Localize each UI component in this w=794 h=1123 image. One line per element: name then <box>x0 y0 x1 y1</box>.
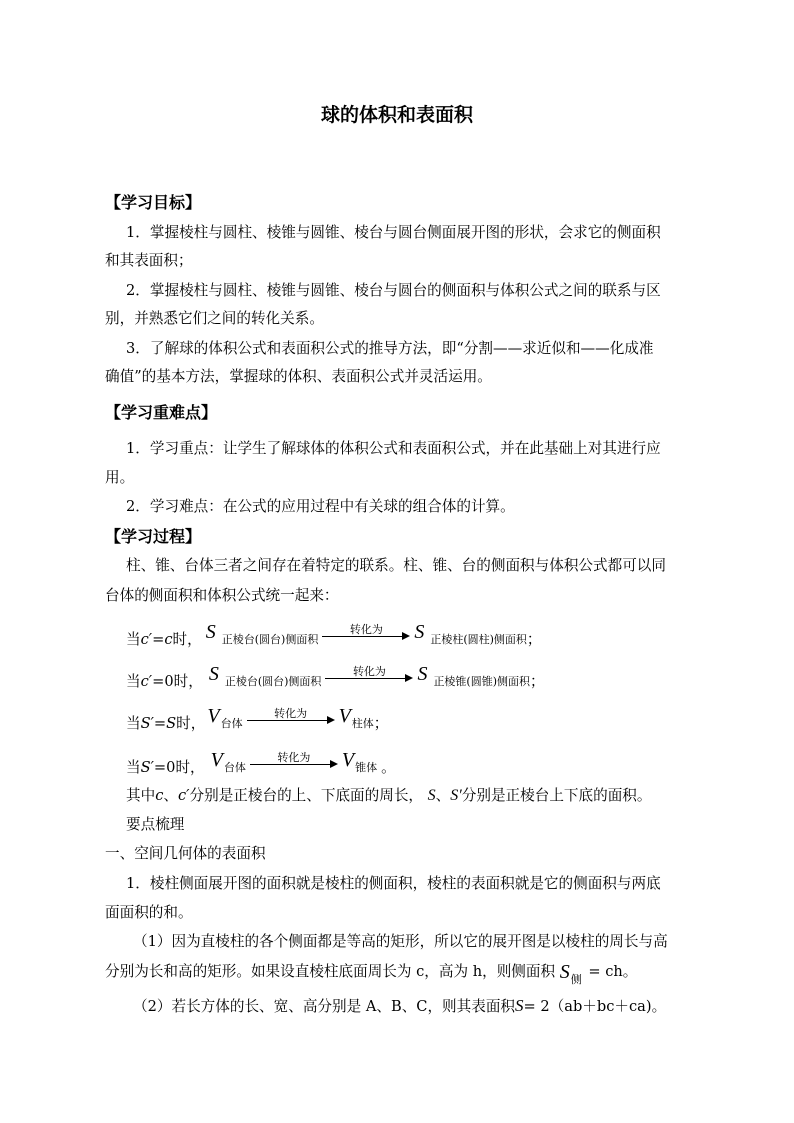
item1-1-text: 分别为长和高的矩形。如果设直棱柱底面周长为 c，高为 h，则侧面积 <box>105 963 556 980</box>
explain-b: 分别是正棱台的上、下底面的周长， <box>189 787 424 804</box>
shi-label: 时， <box>172 631 202 648</box>
process-intro-line2: 台体的侧面积和体积公式统一起来： <box>105 587 339 604</box>
rhs-var: S <box>417 663 428 685</box>
arrow-label: 转化为 <box>352 665 386 678</box>
dang-label: 当 <box>126 759 141 776</box>
item1-2-line <box>133 996 666 1017</box>
convert-arrow <box>322 622 410 642</box>
arrow-label: 转化为 <box>274 707 308 720</box>
cond-var: c′ <box>140 673 153 690</box>
arrow-line <box>325 678 407 679</box>
lhs-var: S <box>208 663 219 685</box>
dang-label: 当 <box>126 673 141 690</box>
cond-eq: = <box>152 673 165 690</box>
explain-sep2: 、 <box>435 787 451 804</box>
formula-row-1 <box>126 614 542 650</box>
formula-row-4 <box>126 742 396 778</box>
cond-var: S′ <box>140 759 154 776</box>
s-total-var: S <box>515 996 524 1015</box>
s-var: S <box>559 961 570 983</box>
lhs-sub: 台体 <box>220 717 243 730</box>
process-intro-line1: 柱、锥、台体三者之间存在着特定的联系。柱、锥、台的侧面积与体积公式都可以同 <box>126 557 666 574</box>
arrow-label: 转化为 <box>349 623 383 636</box>
goal-2-line1: 2．掌握棱柱与圆柱、棱锥与圆锥、棱台与圆台的侧面积与体积公式之间的联系与区 <box>126 282 661 299</box>
lhs-var: V <box>210 749 223 771</box>
lhs-var: S <box>205 621 216 643</box>
var-s: S <box>427 787 436 804</box>
item1-line2: 面面积的和。 <box>105 904 193 921</box>
item1-line1: 1．棱柱侧面展开图的面积就是棱柱的侧面积，棱柱的表面积就是它的侧面积与两底 <box>126 875 661 892</box>
arrow-line <box>322 636 404 637</box>
var-s-prime: S′ <box>450 787 462 804</box>
cond-var: c′ <box>140 631 153 648</box>
lhs-sub: 台体 <box>223 761 246 774</box>
section-process-heading: 【学习过程】 <box>105 527 202 546</box>
var-c: c <box>155 787 164 804</box>
shi-label: 时， <box>173 673 203 690</box>
key-2-line1: 2．学习难点：在公式的应用过程中有关球的组合体的计算。 <box>126 498 515 515</box>
lhs-var: V <box>207 705 220 727</box>
arrow-line <box>247 720 329 721</box>
section-key-heading: 【学习重难点】 <box>105 403 218 422</box>
convert-arrow <box>247 706 335 726</box>
cond-var: S′ <box>140 715 154 732</box>
convert-arrow <box>250 750 338 770</box>
var-c-prime: c′ <box>178 787 190 804</box>
explain-d: 分别是正棱台上下底的面积。 <box>461 787 652 804</box>
item1-2-text: （2）若长方体的长、宽、高分别是 A、B、C，则其表面积 <box>133 998 516 1015</box>
goal-1-line2: 和其表面积； <box>105 252 193 269</box>
s-sub: 侧 <box>570 973 582 986</box>
cond-val: S <box>166 715 177 732</box>
convert-arrow <box>325 664 413 684</box>
explain-a: 其中 <box>126 787 156 804</box>
arrow-label: 转化为 <box>277 751 311 764</box>
cond-eq: = <box>152 631 165 648</box>
section-goals-heading: 【学习目标】 <box>105 193 202 212</box>
shi-label: 时， <box>175 759 205 776</box>
key-1-line2: 用。 <box>105 469 135 486</box>
cond-val: 0 <box>164 673 174 690</box>
item1-1-line2 <box>105 961 638 986</box>
arrow-line <box>250 764 332 765</box>
cond-eq: = <box>153 715 167 732</box>
goal-3-line2: 确值”的基本方法，掌握球的体积、表面积公式并灵活运用。 <box>105 368 492 385</box>
rhs-var: S <box>414 621 425 643</box>
arrow-head <box>405 674 413 682</box>
goal-1-line1: 1．掌握棱柱与圆柱、棱锥与圆锥、棱台与圆台侧面展开图的形状，会求它的侧面积 <box>126 224 661 241</box>
formula-row-2 <box>126 656 545 692</box>
arrow-head <box>327 716 335 724</box>
cond-val: c <box>164 631 173 648</box>
formula-end: 。 <box>381 759 396 776</box>
rhs-var: V <box>338 705 351 727</box>
dang-label: 当 <box>126 631 141 648</box>
s-total-eq: = 2（ab＋bc＋ca)。 <box>523 998 667 1015</box>
rhs-sub: 正棱锥(圆锥)侧面积 <box>433 675 531 688</box>
formula-end: ； <box>526 631 542 648</box>
formula-end: ； <box>373 715 389 732</box>
s-side-eq: = ch。 <box>588 963 638 980</box>
item1-1-line1: （1）因为直棱柱的各个侧面都是等高的矩形，所以它的展开图是以棱柱的周长与高 <box>133 933 668 950</box>
rhs-var: V <box>341 749 355 771</box>
formula-row-3 <box>126 698 388 734</box>
summary-heading: 要点梳理 <box>126 816 185 833</box>
explain-sep: 、 <box>163 787 178 804</box>
key-1-line1: 1．学习重点：让学生了解球体的体积公式和表面积公式，并在此基础上对其进行应 <box>126 440 661 457</box>
part1-heading: 一、空间几何体的表面积 <box>105 845 266 862</box>
rhs-sub: 正棱柱(圆柱)侧面积 <box>430 633 527 646</box>
dang-label: 当 <box>126 715 141 732</box>
lhs-sub: 正棱台(圆台)侧面积 <box>221 633 319 646</box>
lhs-sub: 正棱台(圆台)侧面积 <box>224 675 322 688</box>
page-title: 球的体积和表面积 <box>320 104 473 126</box>
cond-eq: = <box>153 759 167 776</box>
formula-explanation <box>126 786 652 806</box>
arrow-head <box>402 632 410 640</box>
shi-label: 时， <box>176 715 206 732</box>
goal-3-line1: 3．了解球的体积公式和表面积公式的推导方法，即“分割——求近似和——化成准 <box>126 340 654 357</box>
arrow-head <box>330 760 338 768</box>
cond-val: 0 <box>166 759 176 776</box>
rhs-sub: 锥体 <box>355 761 378 774</box>
goal-2-line2: 别，并熟悉它们之间的转化关系。 <box>105 310 324 327</box>
formula-end: ； <box>530 673 545 690</box>
rhs-sub: 柱体 <box>351 717 374 730</box>
